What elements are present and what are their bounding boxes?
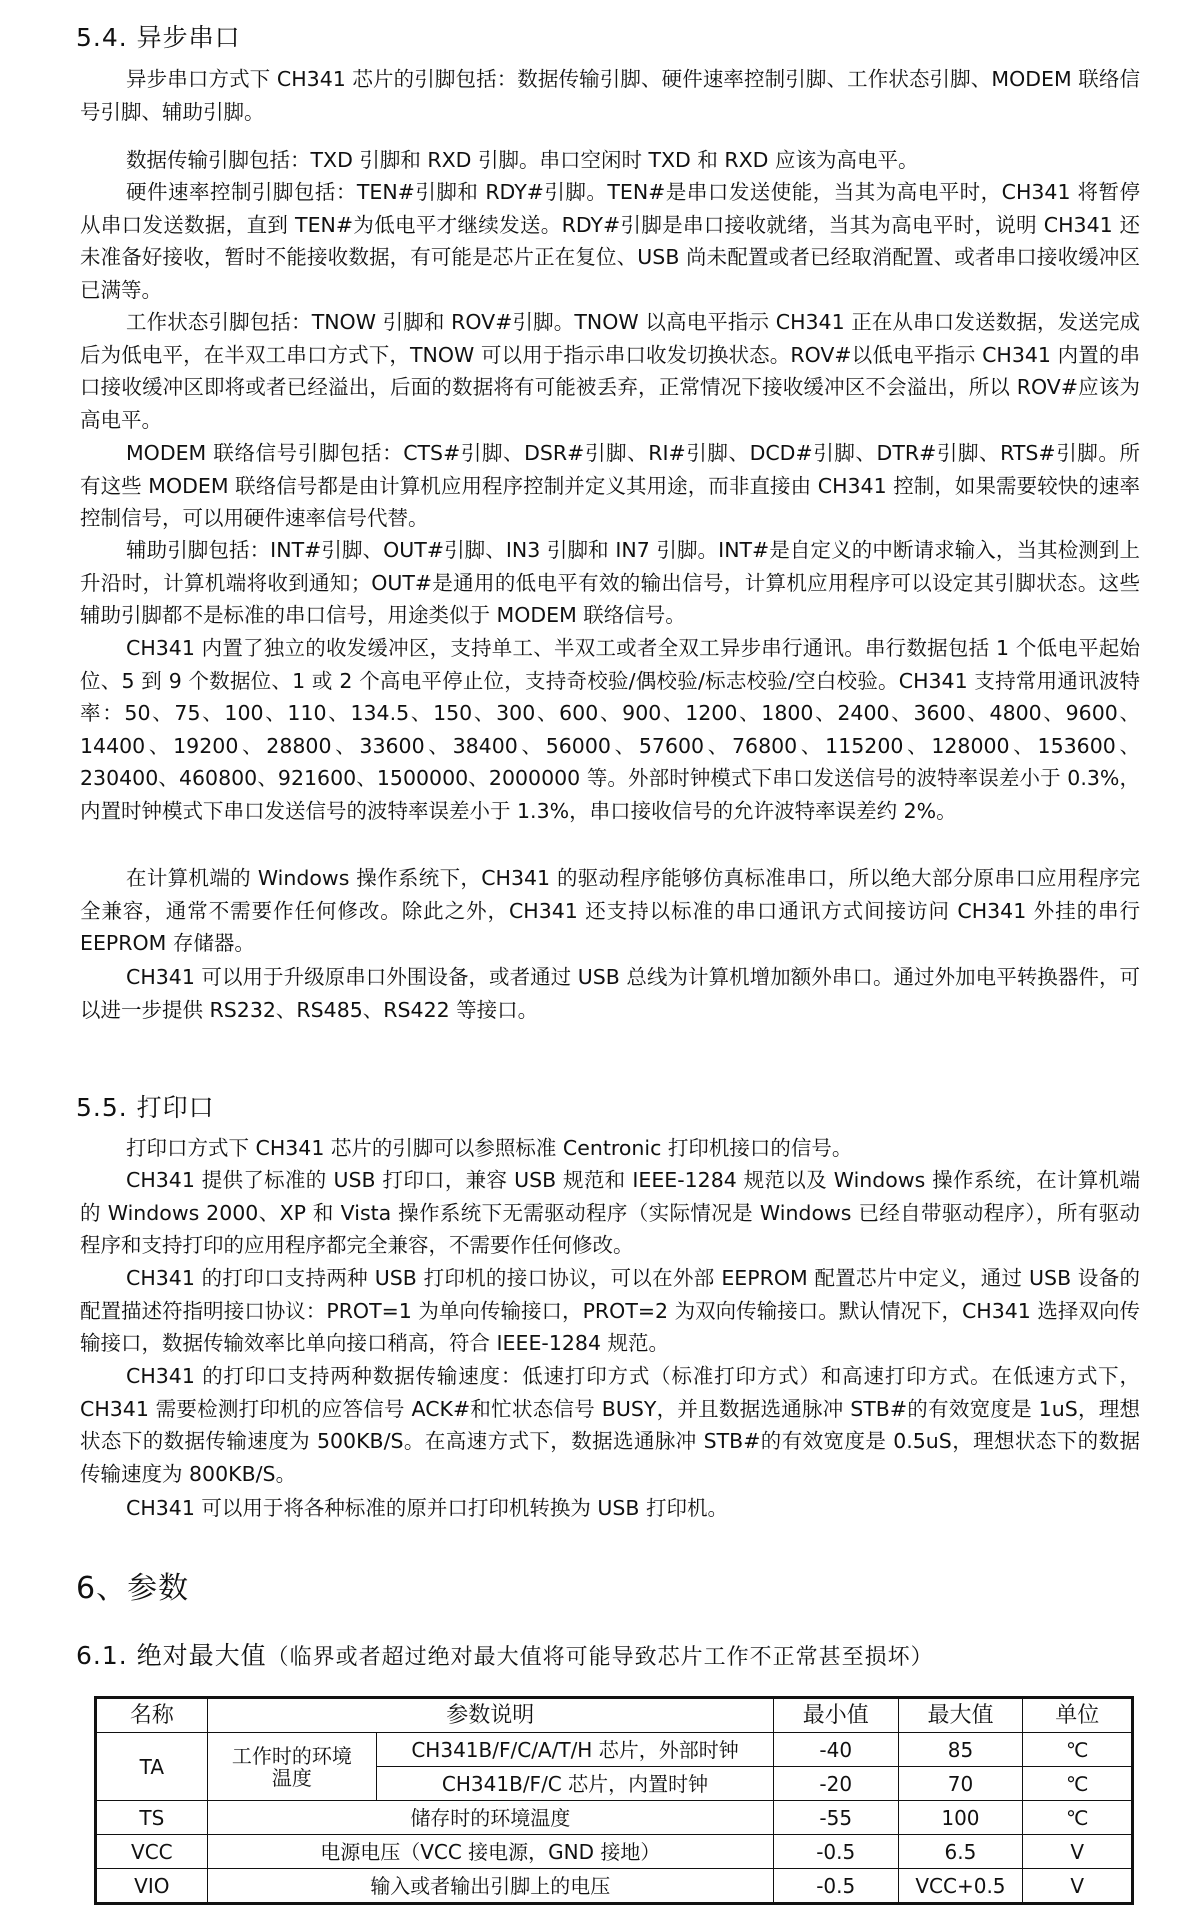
table-row	[96, 1801, 1133, 1835]
header-max: 最大值	[898, 1698, 1023, 1733]
section-6-1-note: （临界或者超过绝对最大值将可能导致芯片工作不正常甚至损坏）	[266, 1645, 934, 1670]
cell-unit: V	[1023, 1869, 1133, 1904]
sec54-paragraph-8: 在计算机端的 Windows 操作系统下，CH341 的驱动程序能够仿真标准串口，所以绝大部分原串口应用程序完全兼容，通常不需要作任何修改。除此之外，CH341 还支持以标准的串口通讯方式间接访问 CH341 外挂的串行 EEPROM 存储器。	[80, 866, 1140, 956]
sec55-paragraph-5: CH341 可以用于将各种标准的原并口打印机转换为 USB 打印机。	[126, 1496, 728, 1520]
cell-desc: CH341B/F/C 芯片，内置时钟	[377, 1767, 774, 1801]
sec54-paragraph-7: CH341 内置了独立的收发缓冲区，支持单工、半双工或者全双工异步串行通讯。串行数据包括 1 个低电平起始位、5 到 9 个数据位、1 或 2 个高电平停止位，支持奇校验/偶校验/标志校验/空白校验。CH341 支持常用通讯波特率：50、75、100、110、134.5、150、300、600、900、1200、1800、2400、3600、4800、9600、14400、19200、28800、33600、38400、56000、57600、76800、115200、128000、153600、230400、460800、921600、1500000、2000000 等。外部时钟模式下串口发送信号的波特率误差小于 0.3%，内置时钟模式下串口发送信号的波特率误差小于 1.3%，串口接收信号的允许波特率误差约 2%。	[80, 636, 1140, 823]
table-row	[96, 1733, 1133, 1767]
header-unit: 单位	[1023, 1698, 1133, 1733]
cell-desc: 储存时的环境温度	[207, 1801, 773, 1835]
sec54-paragraph-3: 硬件速率控制引脚包括：TEN#引脚和 RDY#引脚。TEN#是串口发送使能，当其为高电平时，CH341 将暂停从串口发送数据，直到 TEN#为低电平才继续发送。RDY#引脚是串口接收就绪，当其为高电平时，说明 CH341 还未准备好接收，暂时不能接收数据，有可能是芯片正在复位、USB 尚未配置或者已经取消配置、或者串口接收缓冲区已满等。	[80, 180, 1140, 302]
table-row	[96, 1869, 1133, 1904]
cell-desc: CH341B/F/C/A/T/H 芯片，外部时钟	[377, 1733, 774, 1767]
cell-desc: 输入或者输出引脚上的电压	[207, 1869, 773, 1904]
section-5-5-heading: 5.5. 打印口	[76, 1093, 215, 1122]
cell-max: 70	[898, 1767, 1023, 1801]
cell-name: VIO	[96, 1869, 208, 1904]
sec54-paragraph-4: 工作状态引脚包括：TNOW 引脚和 ROV#引脚。TNOW 以高电平指示 CH341 正在从串口发送数据，发送完成后为低电平，在半双工串口方式下，TNOW 可以用于指示串口收发切换状态。ROV#以低电平指示 CH341 内置的串口接收缓冲区即将或者已经溢出，后面的数据将有可能被丢弃，正常情况下接收缓冲区不会溢出，所以 ROV#应该为高电平。	[80, 310, 1140, 432]
header-min: 最小值	[773, 1698, 898, 1733]
cell-max: 100	[898, 1801, 1023, 1835]
header-name: 名称	[96, 1698, 208, 1733]
table-row	[96, 1835, 1133, 1869]
section-6-1-heading	[76, 1640, 934, 1674]
cell-min: -55	[773, 1801, 898, 1835]
sec54-paragraph-9: CH341 可以用于升级原串口外围设备，或者通过 USB 总线为计算机增加额外串口。通过外加电平转换器件，可以进一步提供 RS232、RS485、RS422 等接口。	[80, 965, 1140, 1022]
section-6-heading: 6、参数	[76, 1571, 190, 1606]
absolute-max-ratings-table	[94, 1696, 1134, 1905]
sec55-paragraph-3: CH341 的打印口支持两种 USB 打印机的接口协议，可以在外部 EEPROM 配置芯片中定义，通过 USB 设备的配置描述符指明接口协议：PROT=1 为单向传输接口，PROT=2 为双向传输接口。默认情况下，CH341 选择双向传输接口，数据传输效率比单向接口稍高，符合 IEEE-1284 规范。	[80, 1266, 1140, 1356]
cell-min: -0.5	[773, 1835, 898, 1869]
cell-name: TS	[96, 1801, 208, 1835]
cell-unit: ℃	[1023, 1733, 1133, 1767]
sec54-paragraph-6: 辅助引脚包括：INT#引脚、OUT#引脚、IN3 引脚和 IN7 引脚。INT#是自定义的中断请求输入，当其检测到上升沿时，计算机端将收到通知；OUT#是通用的低电平有效的输出信号，计算机应用程序可以设定其引脚状态。这些辅助引脚都不是标准的串口信号，用途类似于 MODEM 联络信号。	[80, 538, 1140, 628]
cell-name: TA	[96, 1733, 208, 1801]
section-6-1-title: 6.1. 绝对最大值	[76, 1641, 267, 1670]
sec55-paragraph-1: 打印口方式下 CH341 芯片的引脚可以参照标准 Centronic 打印机接口的信号。	[126, 1136, 853, 1160]
sec55-paragraph-2: CH341 提供了标准的 USB 打印口，兼容 USB 规范和 IEEE-1284 规范以及 Windows 操作系统，在计算机端的 Windows 2000、XP 和 Vista 操作系统下无需驱动程序（实际情况是 Windows 已经自带驱动程序），所有驱动程序和支持打印的应用程序都完全兼容，不需要作任何修改。	[80, 1168, 1140, 1258]
cell-max: VCC+0.5	[898, 1869, 1023, 1904]
cell-max: 85	[898, 1733, 1023, 1767]
sec55-paragraph-4: CH341 的打印口支持两种数据传输速度：低速打印方式（标准打印方式）和高速打印方式。在低速方式下，CH341 需要检测打印机的应答信号 ACK#和忙状态信号 BUSY，并且数据选通脉冲 STB#的有效宽度是 1uS，理想状态下的数据传输速度为 500KB/S。在高速方式下，数据选通脉冲 STB#的有效宽度是 0.5uS，理想状态下的数据传输速度为 800KB/S。	[80, 1364, 1140, 1486]
section-5-4-heading: 5.4. 异步串口	[76, 23, 241, 52]
cell-min: -0.5	[773, 1869, 898, 1904]
cell-min: -40	[773, 1733, 898, 1767]
cell-min: -20	[773, 1767, 898, 1801]
cell-unit: ℃	[1023, 1801, 1133, 1835]
sec54-paragraph-1: 异步串口方式下 CH341 芯片的引脚包括：数据传输引脚、硬件速率控制引脚、工作状态引脚、MODEM 联络信号引脚、辅助引脚。	[80, 67, 1140, 124]
cell-max: 6.5	[898, 1835, 1023, 1869]
table-header-row	[96, 1698, 1133, 1733]
cell-unit: V	[1023, 1835, 1133, 1869]
cell-desc: 电源电压（VCC 接电源，GND 接地）	[207, 1835, 773, 1869]
cell-name: VCC	[96, 1835, 208, 1869]
cell-group: 工作时的环境温度	[207, 1733, 376, 1801]
sec54-paragraph-2: 数据传输引脚包括：TXD 引脚和 RXD 引脚。串口空闲时 TXD 和 RXD 应该为高电平。	[126, 148, 919, 172]
header-description: 参数说明	[207, 1698, 773, 1733]
sec54-paragraph-5: MODEM 联络信号引脚包括：CTS#引脚、DSR#引脚、RI#引脚、DCD#引脚、DTR#引脚、RTS#引脚。所有这些 MODEM 联络信号都是由计算机应用程序控制并定义其用途，而非直接由 CH341 控制，如果需要较快的速率控制信号，可以用硬件速率信号代替。	[80, 441, 1140, 531]
cell-unit: ℃	[1023, 1767, 1133, 1801]
